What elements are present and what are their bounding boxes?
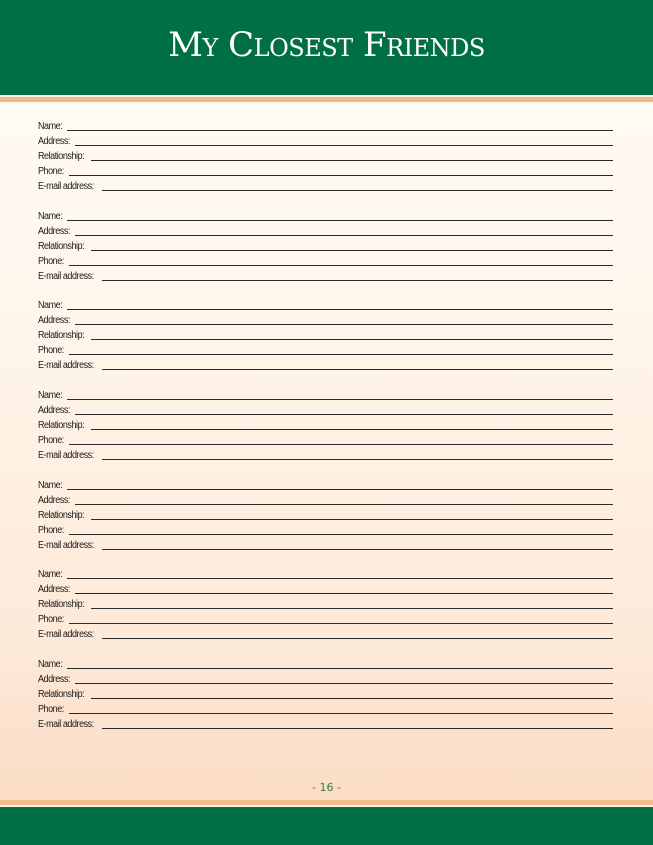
phone-write-line[interactable] — [69, 622, 613, 624]
phone-label: Phone: — [38, 524, 64, 536]
friend-entry — [38, 476, 613, 566]
relationship-label: Relationship: — [38, 151, 85, 162]
address-line — [38, 401, 613, 416]
name-label: Name: — [38, 659, 63, 671]
friend-entry — [38, 207, 613, 297]
relationship-line — [38, 595, 613, 610]
phone-line — [38, 162, 613, 177]
phone-line — [38, 610, 613, 625]
relationship-line — [38, 147, 613, 162]
header-banner — [0, 0, 653, 95]
phone-line — [38, 700, 613, 715]
phone-label: Phone: — [38, 166, 64, 177]
relationship-write-line[interactable] — [91, 159, 613, 161]
name-write-line[interactable] — [67, 398, 613, 400]
address-label: Address: — [38, 225, 70, 237]
address-label: Address: — [38, 136, 70, 147]
friend-entry — [38, 117, 613, 207]
relationship-line — [38, 326, 613, 341]
name-label: Name: — [38, 569, 63, 581]
phone-label: Phone: — [38, 614, 64, 626]
address-line — [38, 222, 613, 237]
relationship-label: Relationship: — [38, 509, 85, 521]
name-line — [38, 207, 613, 222]
phone-line — [38, 431, 613, 446]
name-write-line[interactable] — [67, 219, 613, 221]
email-label: E-mail address: — [38, 270, 94, 282]
address-write-line[interactable] — [75, 413, 613, 415]
name-line — [38, 296, 613, 311]
name-label: Name: — [38, 210, 63, 222]
name-write-line[interactable] — [67, 488, 613, 490]
email-label: E-mail address: — [38, 539, 94, 551]
footer-banner — [0, 807, 653, 845]
address-write-line[interactable] — [75, 144, 613, 146]
relationship-write-line[interactable] — [91, 428, 613, 430]
friend-entry — [38, 296, 613, 386]
relationship-write-line[interactable] — [91, 607, 613, 609]
relationship-write-line[interactable] — [91, 518, 613, 520]
name-label: Name: — [38, 479, 63, 491]
address-line — [38, 491, 613, 506]
email-write-line[interactable] — [102, 189, 613, 191]
header-divider — [0, 97, 653, 102]
phone-label: Phone: — [38, 255, 64, 267]
relationship-label: Relationship: — [38, 599, 85, 611]
email-label: E-mail address: — [38, 629, 94, 641]
name-write-line[interactable] — [67, 667, 613, 669]
email-line — [38, 715, 613, 730]
relationship-line — [38, 506, 613, 521]
email-write-line[interactable] — [102, 727, 613, 729]
address-label: Address: — [38, 584, 70, 596]
relationship-line — [38, 237, 613, 252]
address-label: Address: — [38, 494, 70, 506]
phone-write-line[interactable] — [69, 353, 613, 355]
name-write-line[interactable] — [67, 308, 613, 310]
phone-write-line[interactable] — [69, 533, 613, 535]
name-line — [38, 386, 613, 401]
relationship-write-line[interactable] — [91, 338, 613, 340]
relationship-write-line[interactable] — [91, 697, 613, 699]
name-write-line[interactable] — [67, 129, 613, 131]
relationship-label: Relationship: — [38, 330, 85, 342]
friend-entry — [38, 386, 613, 476]
email-label: E-mail address: — [38, 360, 94, 372]
phone-line — [38, 252, 613, 267]
email-write-line[interactable] — [102, 637, 613, 639]
address-write-line[interactable] — [75, 234, 613, 236]
relationship-label: Relationship: — [38, 240, 85, 252]
address-label: Address: — [38, 674, 70, 686]
address-write-line[interactable] — [75, 592, 613, 594]
phone-write-line[interactable] — [69, 712, 613, 714]
name-line — [38, 655, 613, 670]
email-label: E-mail address: — [38, 181, 94, 192]
name-line — [38, 117, 613, 132]
email-write-line[interactable] — [102, 458, 613, 460]
address-write-line[interactable] — [75, 682, 613, 684]
page-number: - 16 - — [312, 781, 341, 794]
email-line — [38, 267, 613, 282]
name-write-line[interactable] — [67, 577, 613, 579]
name-label: Name: — [38, 390, 63, 402]
email-write-line[interactable] — [102, 548, 613, 550]
email-line — [38, 536, 613, 551]
address-write-line[interactable] — [75, 323, 613, 325]
address-write-line[interactable] — [75, 503, 613, 505]
relationship-line — [38, 685, 613, 700]
relationship-label: Relationship: — [38, 689, 85, 701]
email-line — [38, 177, 613, 192]
email-line — [38, 446, 613, 461]
friend-entry — [38, 565, 613, 655]
email-label: E-mail address: — [38, 719, 94, 731]
phone-line — [38, 341, 613, 356]
email-line — [38, 625, 613, 640]
address-line — [38, 670, 613, 685]
address-line — [38, 311, 613, 326]
phone-write-line[interactable] — [69, 264, 613, 266]
email-label: E-mail address: — [38, 450, 94, 462]
address-line — [38, 580, 613, 595]
email-write-line[interactable] — [102, 279, 613, 281]
address-label: Address: — [38, 405, 70, 417]
name-line — [38, 565, 613, 580]
phone-write-line[interactable] — [69, 443, 613, 445]
phone-label: Phone: — [38, 435, 64, 447]
relationship-line — [38, 416, 613, 431]
address-line — [38, 132, 613, 147]
name-line — [38, 476, 613, 491]
name-label: Name: — [38, 300, 63, 312]
phone-write-line[interactable] — [69, 174, 613, 176]
relationship-write-line[interactable] — [91, 249, 613, 251]
friend-entry — [38, 655, 613, 745]
phone-label: Phone: — [38, 345, 64, 357]
relationship-label: Relationship: — [38, 420, 85, 432]
address-label: Address: — [38, 315, 70, 327]
email-line — [38, 356, 613, 371]
phone-line — [38, 521, 613, 536]
friends-form — [38, 117, 613, 745]
email-write-line[interactable] — [102, 368, 613, 370]
phone-label: Phone: — [38, 704, 64, 716]
name-label: Name: — [38, 121, 63, 132]
page-title: My Closest Friends — [168, 25, 485, 65]
